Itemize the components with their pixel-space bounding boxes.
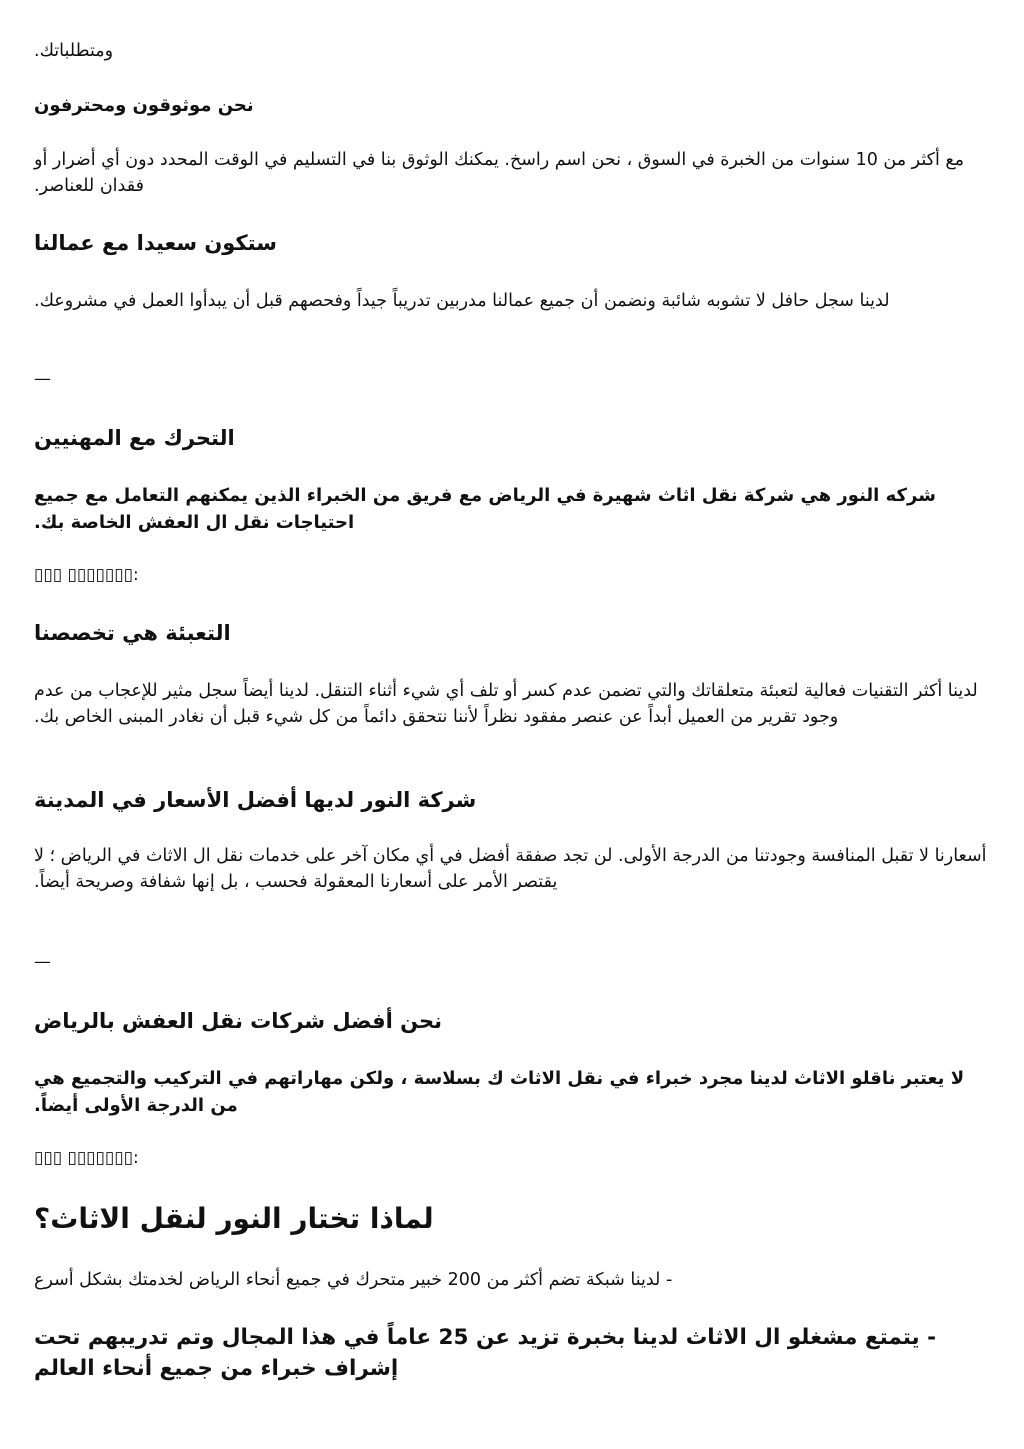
best-heading: نحن أفضل شركات نقل العفش بالرياض (34, 1009, 442, 1033)
packing-paragraph: لدينا أكثر التقنيات فعالية لتعبئة متعلقاتك والتي تضمن عدم كسر أو تلف أي شيء أثناء التنقل. لدينا أيضاً سجل مثير للإعجاب من عدم وجود تقرير من العميل أبداً عن عنصر مفقود نظراً لأننا نتحقق دائماً من كل شيء قبل أن نغادر المبنى الخاص بك. (34, 681, 978, 727)
prices-paragraph: أسعارنا لا تقبل المنافسة وجودتنا من الدرجة الأولى. لن تجد صفقة أفضل في أي مكان آخر على خدمات نقل ال الاثاث في الرياض ؛ لا يقتصر الأمر على أسعارنا المعقولة فحسب ، بل إنها شفافة وصريحة أيضاً. (34, 846, 987, 892)
why-heading: لماذا تختار النور لنقل الاثاث؟ (34, 1202, 434, 1235)
packing-heading: التعبئة هي تخصصنا (34, 621, 231, 645)
trusted-paragraph: مع أكثر من 10 سنوات من الخبرة في السوق ، نحن اسم راسخ. يمكنك الوثوق بنا في التسليم في الوقت المحدد دون أي أضرار أو فقدان للعناصر. (34, 150, 965, 196)
why-item-2: - يتمتع مشغلو ال الاثاث لدينا بخبرة تزيد عن 25 عاماً في هذا المجال وتم تدريبهم تحت إشراف خبراء من جميع أنحاء العالم (34, 1325, 937, 1381)
trusted-heading: نحن موثوقون ومحترفون (34, 95, 254, 116)
separator-1: — (34, 369, 51, 389)
happy-paragraph: لدينا سجل حافل لا تشوبه شائبة ونضمن أن جميع عمالنا مدربين تدريباً جيداً وفحصهم قبل أن يبدأوا العمل في مشروعك. (34, 291, 890, 311)
happy-heading: ستكون سعيدا مع عمالنا (34, 231, 277, 255)
separator-2: — (34, 952, 51, 972)
professionals-heading: التحرك مع المهنيين (34, 426, 235, 450)
prices-heading: شركة النور لديها أفضل الأسعار في المدينة (34, 788, 477, 812)
best-lead: لا يعتبر ناقلو الاثاث لدينا مجرد خبراء في نقل الاثاث ك بسلاسة ، ولكن مهاراتهم في التركيب والتجميع هي من الدرجة الأولى أيضاً. (34, 1068, 965, 1116)
professionals-lead: شركه النور هي شركة نقل اثاث شهيرة في الرياض مع فريق من الخبراء الذين يمكنهم التعامل مع جميع احتياجات نقل ال العفش الخاصة بك. (34, 485, 936, 533)
placeholder-text-1: ▯▯▯ ▯▯▯▯▯▯▯: (34, 565, 139, 585)
intro-tail-text: ومتطلباتك. (34, 41, 114, 61)
why-item-1: - لدينا شبكة تضم أكثر من 200 خبير متحرك في جميع أنحاء الرياض لخدمتك بشكل أسرع (34, 1270, 673, 1290)
placeholder-text-2: ▯▯▯ ▯▯▯▯▯▯▯: (34, 1148, 139, 1168)
